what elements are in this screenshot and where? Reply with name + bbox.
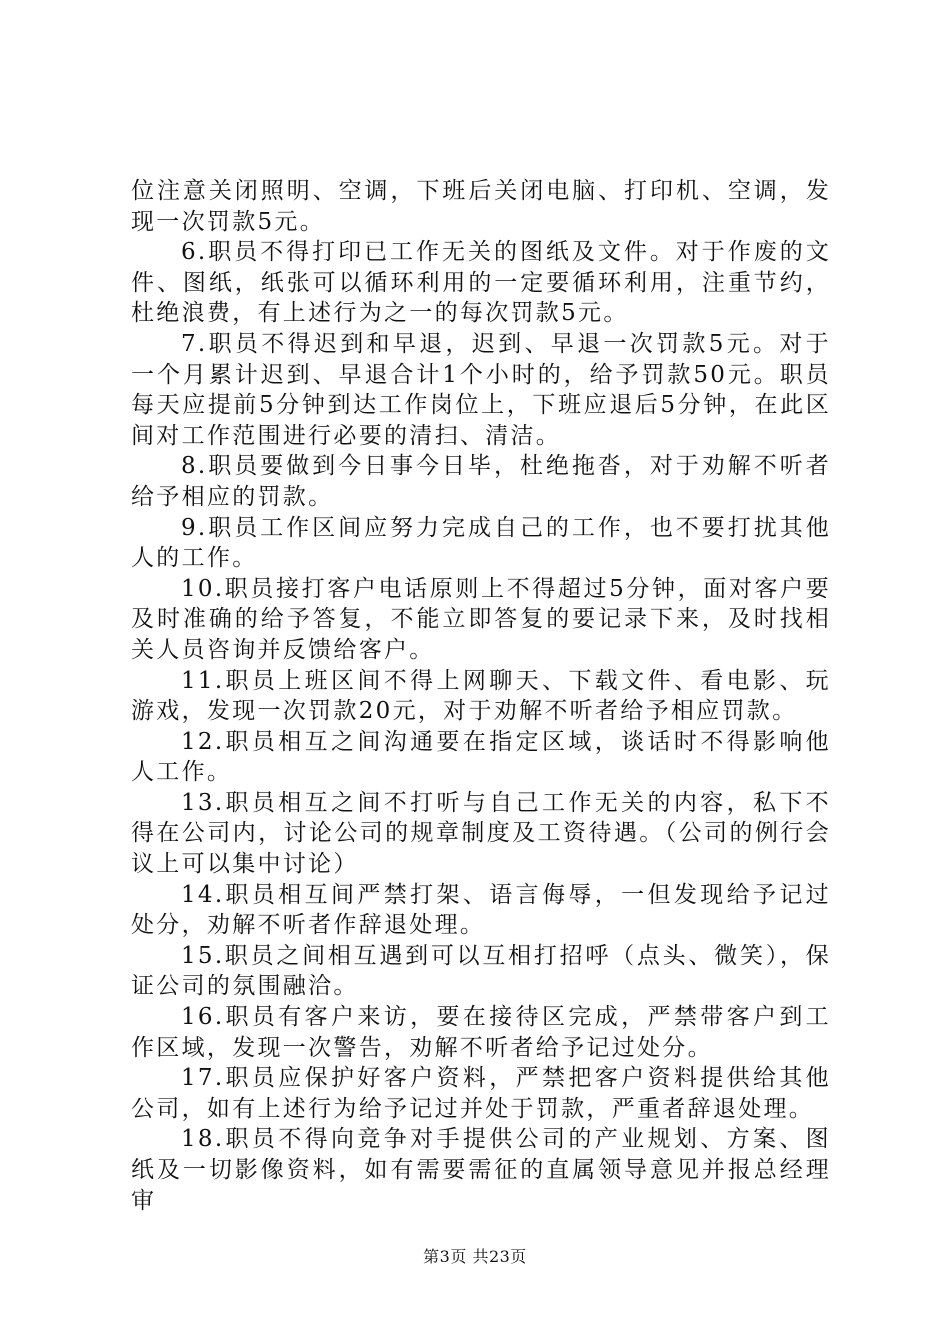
paragraph: 18.职员不得向竞争对手提供公司的产业规划、方案、图纸及一切影像资料，如有需要需征的直属领导意见并报总经理审 (131, 1126, 831, 1214)
page-number-footer: 第3页 共23页 (423, 1247, 527, 1266)
document-body (131, 176, 831, 1216)
paragraph: 13.职员相互之间不打听与自己工作无关的内容，私下不得在公司内，讨论公司的规章制度及工资待遇。（公司的例行会议上可以集中讨论） (131, 789, 831, 878)
paragraph: 16.职员有客户来访，要在接待区完成，严禁带客户到工作区域，发现一次警告，劝解不听者给予记过处分。 (131, 1004, 831, 1061)
paragraph: 6.职员不得打印已工作无关的图纸及文件。对于作废的文件、图纸，纸张可以循环利用的一定要循环利用，注重节约，杜绝浪费，有上述行为之一的每次罚款5元。 (131, 239, 831, 327)
paragraph: 14.职员相互间严禁打架、语言侮辱，一但发现给予记过处分，劝解不听者作辞退处理。 (131, 881, 831, 939)
paragraph: 8.职员要做到今日事今日毕，杜绝拖沓，对于劝解不听者给予相应的罚款。 (131, 453, 831, 510)
paragraph: 17.职员应保护好客户资料，严禁把客户资料提供给其他公司，如有上述行为给予记过并处于罚款，严重者辞退处理。 (131, 1065, 831, 1122)
paragraph: 15.职员之间相互遇到可以互相打招呼（点头、微笑），保证公司的氛围融洽。 (131, 942, 831, 1000)
paragraph: 位注意关闭照明、空调，下班后关闭电脑、打印机、空调，发现一次罚款5元。 (131, 178, 831, 235)
paragraph: 7.职员不得迟到和早退，迟到、早退一次罚款5元。对于一个月累计迟到、早退合计1个小时的，给予罚款50元。职员每天应提前5分钟到达工作岗位上，下班应退后5分钟，在此区间对工作范围进行必要的清扫、清洁。 (131, 330, 831, 449)
paragraph: 9.职员工作区间应努力完成自己的工作，也不要打扰其他人的工作。 (131, 514, 831, 572)
paragraph: 11.职员上班区间不得上网聊天、下载文件、看电影、玩游戏，发现一次罚款20元，对于劝解不听者给予相应罚款。 (131, 667, 831, 725)
paragraph: 12.职员相互之间沟通要在指定区域，谈话时不得影响他人工作。 (131, 728, 831, 786)
paragraph: 10.职员接打客户电话原则上不得超过5分钟，面对客户要及时准确的给予答复，不能立即答复的要记录下来，及时找相关人员咨询并反馈给客户。 (131, 575, 831, 663)
